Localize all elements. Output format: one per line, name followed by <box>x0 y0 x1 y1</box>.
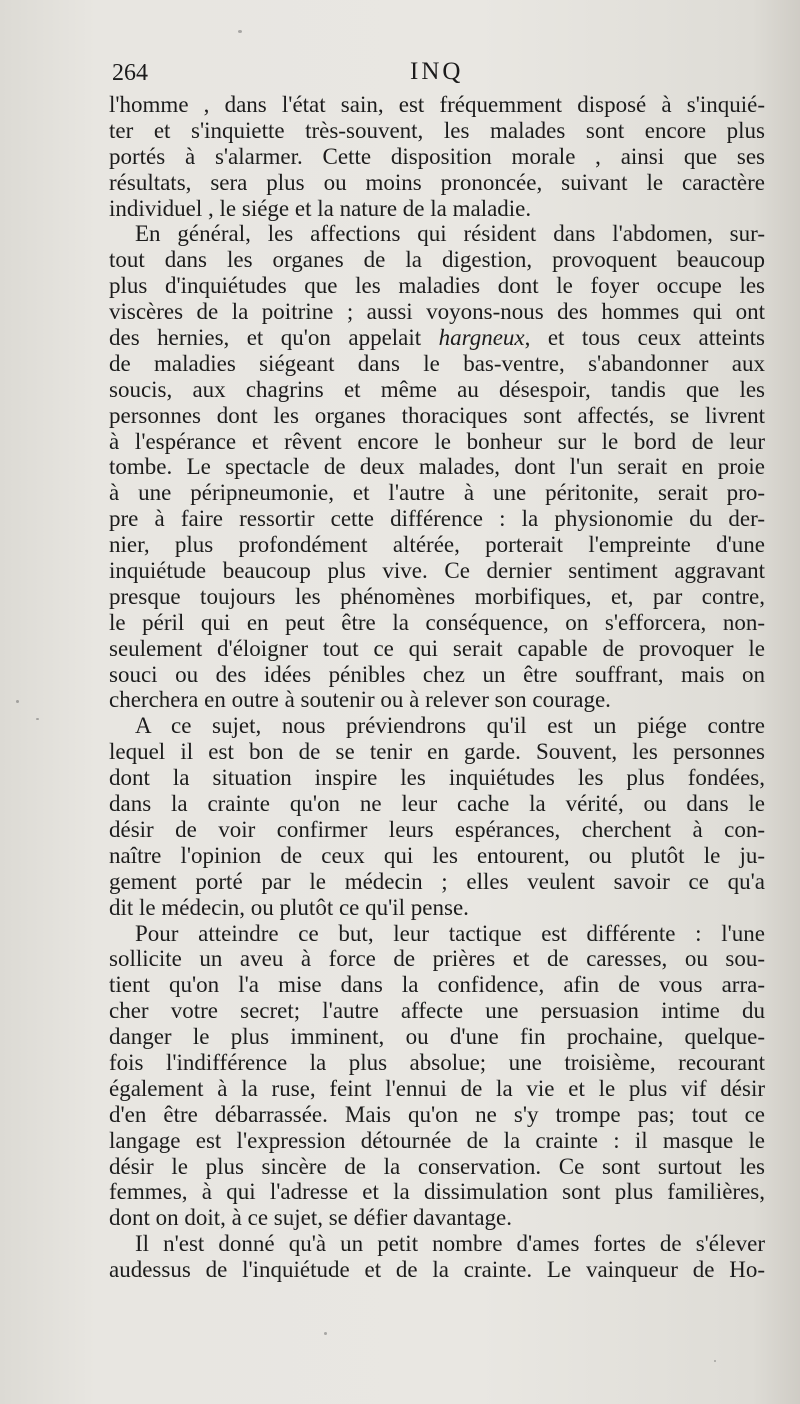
text-line: Il n'est donné qu'à un petit nombre d'ames fortes de s'élever <box>135 1231 765 1257</box>
page-header <box>112 58 760 92</box>
text-line: tombe. Le spectacle de deux malades, dont l'un serait en proie <box>109 454 765 480</box>
scan-speck <box>238 30 242 33</box>
running-head: INQ <box>410 58 464 85</box>
text-line: cherchera en outre à soutenir ou à relever son courage. <box>109 687 611 713</box>
text-line: dit le médecin, ou plutôt ce qu'il pense. <box>109 894 469 920</box>
text-line: gement porté par le médecin ; elles veulent savoir ce qu'a <box>109 868 765 894</box>
text-line: cher votre secret; l'autre affecte une persuasion intime du <box>109 998 765 1024</box>
text-line: d'en être débarrassée. Mais qu'on ne s'y trompe pas; tout ce <box>109 1101 765 1127</box>
scan-speck <box>16 700 19 703</box>
text-line: naître l'opinion de ceux qui les entourent, ou plutôt le ju- <box>109 842 765 868</box>
text-line: pre à faire ressortir cette différence : la physionomie du der- <box>109 506 765 532</box>
text-line: ter et s'inquiette très-souvent, les malades sont encore plus <box>109 117 765 143</box>
text-line: individuel , le siége et la nature de la maladie. <box>109 195 532 221</box>
text-line: nier, plus profondément altérée, porterait l'empreinte d'une <box>109 532 765 558</box>
text-line: viscères de la poitrine ; aussi voyons-nous des hommes qui ont <box>109 299 765 325</box>
text-line: également à la ruse, feint l'ennui de la vie et le plus vif désir <box>109 1075 765 1101</box>
text-line: l'homme , dans l'état sain, est fréquemment disposé à s'inquié- <box>109 92 765 117</box>
text-line: fois l'indifférence la plus absolue; une troisième, recourant <box>109 1049 765 1075</box>
text-line: plus d'inquiétudes que les maladies dont le foyer occupe les <box>109 273 765 299</box>
paragraph <box>109 713 765 920</box>
page-number: 264 <box>112 60 148 86</box>
text-line: A ce sujet, nous préviendrons qu'il est un piége contre <box>135 713 765 739</box>
text-line: langage est l'expression détournée de la crainte : il masque le <box>109 1127 765 1153</box>
text-line: personnes dont les organes thoraciques sont affectés, se livrent <box>109 402 765 428</box>
paragraph <box>109 221 765 713</box>
text-line: dont la situation inspire les inquiétudes les plus fondées, <box>109 765 765 791</box>
text-line: Pour atteindre ce but, leur tactique est différente : l'une <box>135 920 765 946</box>
text-line: danger le plus imminent, ou d'une fin prochaine, quelque- <box>109 1024 765 1050</box>
text-line: désir le plus sincère de la conservation. Ce sont surtout les <box>109 1153 765 1179</box>
paragraph <box>109 1231 765 1283</box>
scan-speck <box>714 1360 716 1362</box>
text-line: soucis, aux chagrins et même au désespoir, tandis que les <box>109 376 765 402</box>
text-line: En général, les affections qui résident dans l'abdomen, sur- <box>135 221 765 247</box>
text-line: inquiétude beaucoup plus vive. Ce dernier sentiment aggravant <box>109 558 765 584</box>
text-line: dans la crainte qu'on ne leur cache la vérité, ou dans le <box>109 791 765 817</box>
text-line: tout dans les organes de la digestion, provoquent beaucoup <box>109 247 765 273</box>
body-text <box>109 92 765 1283</box>
text-line: audessus de l'inquiétude et de la crainte. Le vainqueur de Ho- <box>109 1257 765 1283</box>
text-line: de maladies siégeant dans le bas-ventre, s'abandonner aux <box>109 350 765 376</box>
text-line: portés à s'alarmer. Cette disposition morale , ainsi que ses <box>109 143 765 169</box>
text-line: à l'espérance et rêvent encore le bonheur sur le bord de leur <box>109 428 765 454</box>
text-line: sollicite un aveu à force de prières et de caresses, ou sou- <box>109 946 765 972</box>
text-line: à une péripneumonie, et l'autre à une péritonite, serait pro- <box>109 480 765 506</box>
text-line: femmes, à qui l'adresse et la dissimulation sont plus familières, <box>109 1179 765 1205</box>
text-line: seulement d'éloigner tout ce qui serait capable de provoquer le <box>109 635 765 661</box>
paragraph <box>109 92 765 221</box>
scan-speck <box>324 1332 327 1335</box>
text-line: presque toujours les phénomènes morbifiques, et, par contre, <box>109 583 765 609</box>
text-line: désir de voir confirmer leurs espérances, cherchent à con- <box>109 816 765 842</box>
text-line: le péril qui en peut être la conséquence, on s'efforcera, non- <box>109 609 765 635</box>
text-line: résultats, sera plus ou moins prononcée, suivant le caractère <box>109 169 765 195</box>
scan-speck <box>36 718 39 720</box>
italic-term: hargneux <box>438 325 525 351</box>
text-line: souci ou des idées pénibles chez un être souffrant, mais on <box>109 661 765 687</box>
paragraph <box>109 921 765 1232</box>
text-line: tient qu'on l'a mise dans la confidence, afin de vous arra- <box>109 972 765 998</box>
text-line: dont on doit, à ce sujet, se défier davantage. <box>109 1205 512 1231</box>
text-line: des hernies, et qu'on appelait hargneux, et tous ceux atteints <box>109 325 765 351</box>
text-line: lequel il est bon de se tenir en garde. Souvent, les personnes <box>109 739 765 765</box>
